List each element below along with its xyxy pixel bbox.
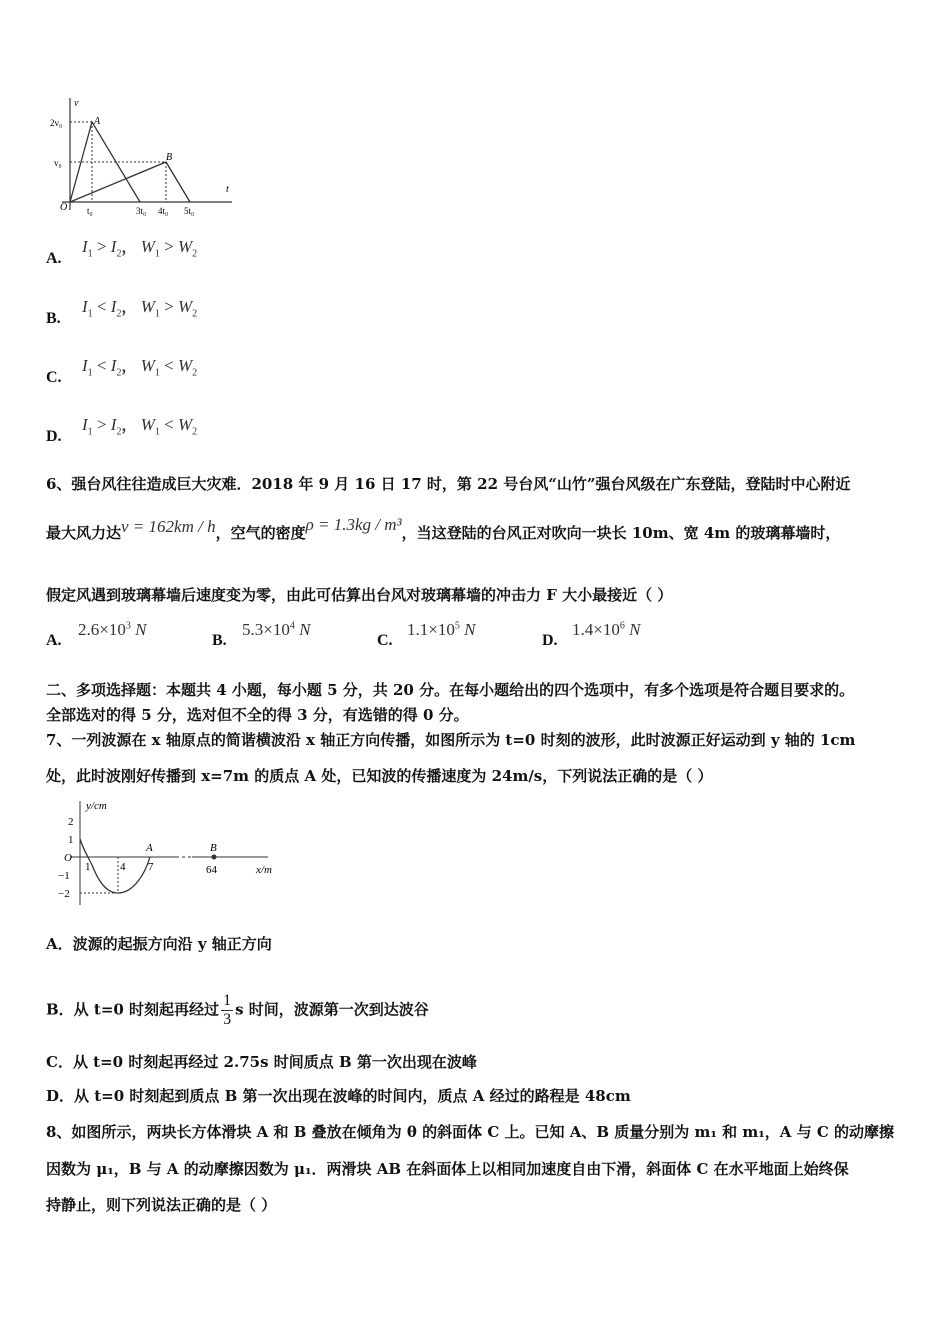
y-tick-2v0: 2v₀ xyxy=(50,118,63,128)
q8-line-2: 因数为 μ₁，B 与 A 的动摩擦因数为 μ₁．两滑块 AB 在斜面体上以相同加速度自由下滑，斜面体 C 在水平地面上始终保 xyxy=(46,1160,849,1178)
q6-line-3: 假定风遇到玻璃幕墙后速度变为零，由此可估算出台风对玻璃幕墙的冲击力 F 大小最接近（ ） xyxy=(46,586,673,604)
option-b-text: B．从 t=0 时刻起再经过 xyxy=(46,1000,220,1019)
q7-option-d[interactable]: D．从 t=0 时刻起到质点 B 第一次出现在波峰的时间内，质点 A 经过的路程是 48cm xyxy=(46,1087,631,1105)
option-label: A. xyxy=(46,250,62,267)
q5-vt-graph xyxy=(50,92,240,222)
y-tick-minus-1: −1 xyxy=(58,870,70,882)
x-tick-5t0: 5t₀ xyxy=(184,206,195,216)
q7-line-2: 处，此时波刚好传播到 x=7m 的质点 A 处，已知波的传播速度为 24m/s，下列说法正确的是（ ） xyxy=(46,767,713,785)
q6-option-c[interactable] xyxy=(377,620,527,650)
point-a-label: A xyxy=(146,842,153,854)
option-label: D. xyxy=(542,632,558,649)
option-value: $1.4\times 10^6$ N xyxy=(572,620,641,639)
q5-option-a[interactable] xyxy=(46,236,246,268)
option-value: $2.6\times 10^3$ N xyxy=(78,620,147,639)
q7-wave-graph xyxy=(56,795,296,910)
q7-option-b[interactable] xyxy=(46,992,429,1029)
x-tick-7: 7 xyxy=(148,861,154,873)
q5-option-c[interactable] xyxy=(46,355,246,387)
y-tick-v0: v₀ xyxy=(54,158,62,168)
q7-option-c[interactable]: C．从 t=0 时刻起再经过 2.75s 时间质点 B 第一次出现在波峰 xyxy=(46,1053,477,1071)
q6-line-2a: 最大风力达 xyxy=(46,524,122,542)
denominator: 3 xyxy=(223,1011,232,1028)
section2-line-2: 全部选对的得 5 分，选对但不全的得 3 分，有选错的得 0 分。 xyxy=(46,706,469,724)
option-formula: $I_1 > I_2$， $W_1 < W_2$ xyxy=(82,415,198,438)
x-tick-3t0: 3t₀ xyxy=(136,206,147,216)
q6-option-b[interactable] xyxy=(212,620,362,650)
x-tick-4t0: 4t₀ xyxy=(158,206,169,216)
q5-option-d[interactable] xyxy=(46,414,246,446)
q6-option-a[interactable] xyxy=(46,620,196,650)
option-label: B. xyxy=(46,310,61,327)
option-label: B. xyxy=(212,632,227,649)
y-tick-2: 2 xyxy=(68,816,74,828)
option-label: D. xyxy=(46,428,62,445)
option-value: $5.3\times 10^4$ N xyxy=(242,620,311,639)
q6-line-2c: ，当这登陆的台风正对吹向一块长 10m、宽 4m 的玻璃幕墙时， xyxy=(401,524,841,542)
option-formula: $I_1 < I_2$， $W_1 < W_2$ xyxy=(82,356,198,379)
option-formula: $I_1 > I_2$， $W_1 > W_2$ xyxy=(82,237,198,260)
x-tick-1: 1 xyxy=(85,861,91,873)
q7-option-a[interactable]: A．波源的起振方向沿 y 轴正方向 xyxy=(46,935,272,953)
option-label: C. xyxy=(46,369,62,386)
q6-line-2b: ，空气的密度 xyxy=(215,524,306,542)
x-tick-64: 64 xyxy=(206,864,217,876)
option-value: $1.1\times 10^5$ N xyxy=(407,620,476,639)
option-label: C. xyxy=(377,632,393,649)
q8-line-1: 8、如图所示，两块长方体滑块 A 和 B 叠放在倾角为 θ 的斜面体 C 上。已知 A、B 质量分别为 m₁ 和 m₁，A 与 C 的动摩擦 xyxy=(46,1123,895,1141)
y-axis-label: y/cm xyxy=(86,800,107,812)
x-tick-t0: t₀ xyxy=(87,206,93,216)
option-formula: $I_1 < I_2$， $W_1 > W_2$ xyxy=(82,297,198,320)
x-tick-4: 4 xyxy=(120,861,126,873)
point-a-label: A xyxy=(94,116,101,127)
line-b xyxy=(70,162,190,202)
wind-speed-formula: v = 162km / h xyxy=(121,517,216,536)
numerator: 1 xyxy=(223,992,232,1009)
q6-line-2 xyxy=(46,515,841,543)
q5-option-b[interactable] xyxy=(46,296,246,328)
fraction xyxy=(221,992,233,1029)
origin-label: O xyxy=(64,852,72,864)
wave-curve xyxy=(80,839,150,893)
point-b-dot xyxy=(212,855,217,860)
origin-label: O xyxy=(60,202,68,213)
option-b-text-2: s 时间，波源第一次到达波谷 xyxy=(235,1000,429,1019)
y-axis-label: v xyxy=(74,98,79,109)
q6-option-d[interactable] xyxy=(542,620,692,650)
y-tick-minus-2: −2 xyxy=(58,888,70,900)
point-b-label: B xyxy=(210,842,217,854)
air-density-formula: ρ = 1.3kg / m³ xyxy=(305,515,402,534)
section2-line-1: 二、多项选择题：本题共 4 小题，每小题 5 分，共 20 分。在每小题给出的四个选项中，有多个选项是符合题目要求的。 xyxy=(46,681,855,699)
q7-line-1: 7、一列波源在 x 轴原点的简谐横波沿 x 轴正方向传播，如图所示为 t=0 时刻的波形，此时波源正好运动到 y 轴的 1cm xyxy=(46,731,856,749)
option-label: A. xyxy=(46,632,62,649)
line-a xyxy=(70,122,140,202)
x-axis-label: x/m xyxy=(256,864,272,876)
x-axis-label: t xyxy=(226,184,229,195)
q6-line-1: 6、强台风往往造成巨大灾难．2018 年 9 月 16 日 17 时，第 22 号台风“山竹”强台风级在广东登陆，登陆时中心附近 xyxy=(46,475,851,493)
point-b-label: B xyxy=(166,152,173,163)
q8-line-3: 持静止，则下列说法正确的是（ ） xyxy=(46,1196,277,1214)
y-tick-1: 1 xyxy=(68,834,74,846)
